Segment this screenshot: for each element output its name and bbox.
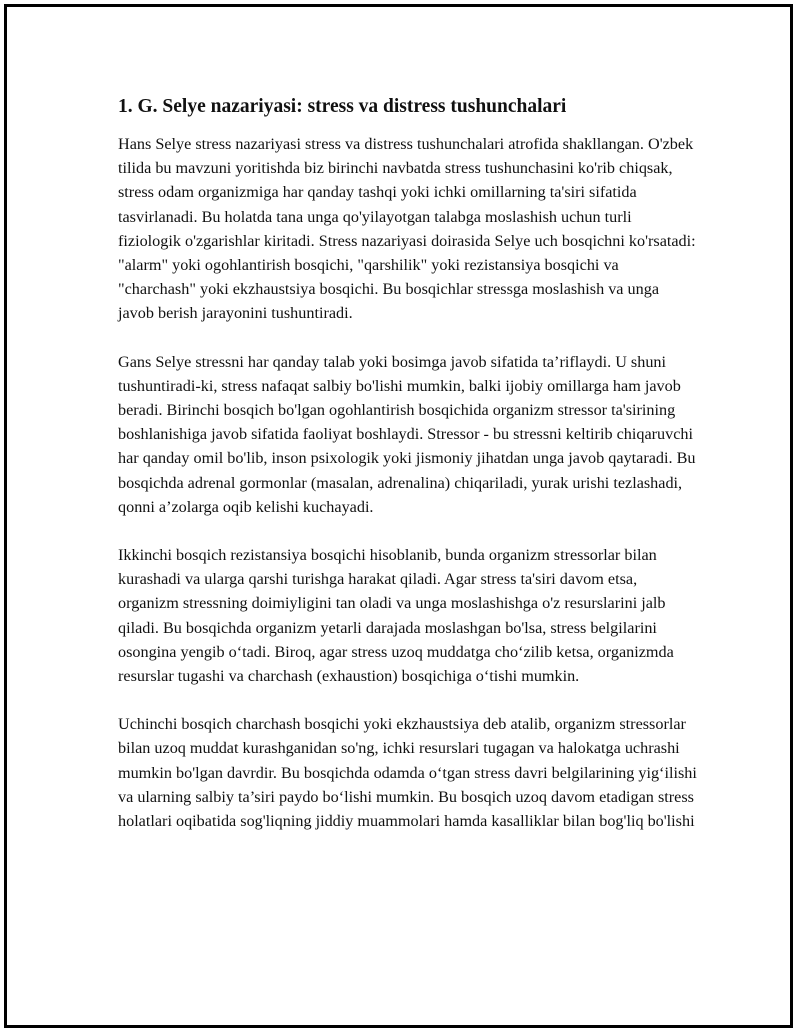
paragraph-3: Ikkinchi bosqich rezistansiya bosqichi hisoblanib, bunda organizm stressorlar bilan kurashadi va ularga qarshi turishga harakat qiladi. Agar stress ta'siri davom etsa, organizm stressning doimiyligini tan oladi va unga moslashishga o'z resurslarini jalb qiladi. Bu bosqichda organizm yetarli darajada moslashgan bo'lsa, stress belgilarini osongina yengib o‘tadi. Biroq, agar stress uzoq muddatga cho‘zilib ketsa, organizmda resurslar tugashi va charchash (exhaustion) bosqichiga o‘tishi mumkin. xyxy=(118,546,674,686)
paragraph-4: Uchinchi bosqich charchash bosqichi yoki ekzhaustsiya deb atalib, organizm stressorlar bilan uzoq muddat kurashganidan so'ng, ichki resurslari tugagan va halokatga uchrashi mumkin bo'lgan davrdir. Bu bosqichda odamda o‘tgan stress davri belgilarining yig‘ilishi va ularning salbiy ta’siri paydo bo‘lishi mumkin. Bu bosqich uzoq davom etadigan stress holatlari oqibatida sog'liqning jiddiy muammolari hamda kasalliklar bilan bog'liq bo'lishi xyxy=(118,715,697,831)
paragraph-1: Hans Selye stress nazariyasi stress va distress tushunchalari atrofida shakllangan. O'zbek tilida bu mavzuni yoritishda biz birinchi navbatda stress tushunchasini ko'rib chiqsak, stress odam organizmiga har qanday tashqi yoki ichki omillarning ta'siri sifatida tasvirlanadi. Bu holatda tana unga qo'yilayotgan talabga moslashish uchun turli fiziologik o'zgarishlar kiritadi. Stress nazariyasi doirasida Selye uch bosqichni ko'rsatadi: "alarm" yoki ogohlantirish bosqichi, "qarshilik" yoki rezistansiya bosqichi va "charchash" yoki ekzhaustsiya bosqichi. Bu bosqichlar stressga moslashish va unga javob berish jarayonini tushuntiradi. xyxy=(118,135,696,323)
document-body xyxy=(118,94,698,857)
paragraph-2: Gans Selye stressni har qanday talab yoki bosimga javob sifatida ta’riflaydi. U shuni tushuntiradi-ki, stress nafaqat salbiy bo'lishi mumkin, balki ijobiy omillarga ham javob beradi. Birinchi bosqich bo'lgan ogohlantirish bosqichida organizm stressor ta'sirining boshlanishiga javob sifatida faoliyat boshlaydi. Stressor - bu stressni keltirib chiqaruvchi har qanday omil bo'lib, inson psixologik yoki jismoniy jihatdan unga javob qaytaradi. Bu bosqichda adrenal gormonlar (masalan, adrenalina) chiqariladi, yurak urishi tezlashadi, qonni a’zolarga oqib kelishi kuchayadi. xyxy=(118,352,696,516)
section-heading: 1. G. Selye nazariyasi: stress va distress tushunchalari xyxy=(118,96,567,117)
